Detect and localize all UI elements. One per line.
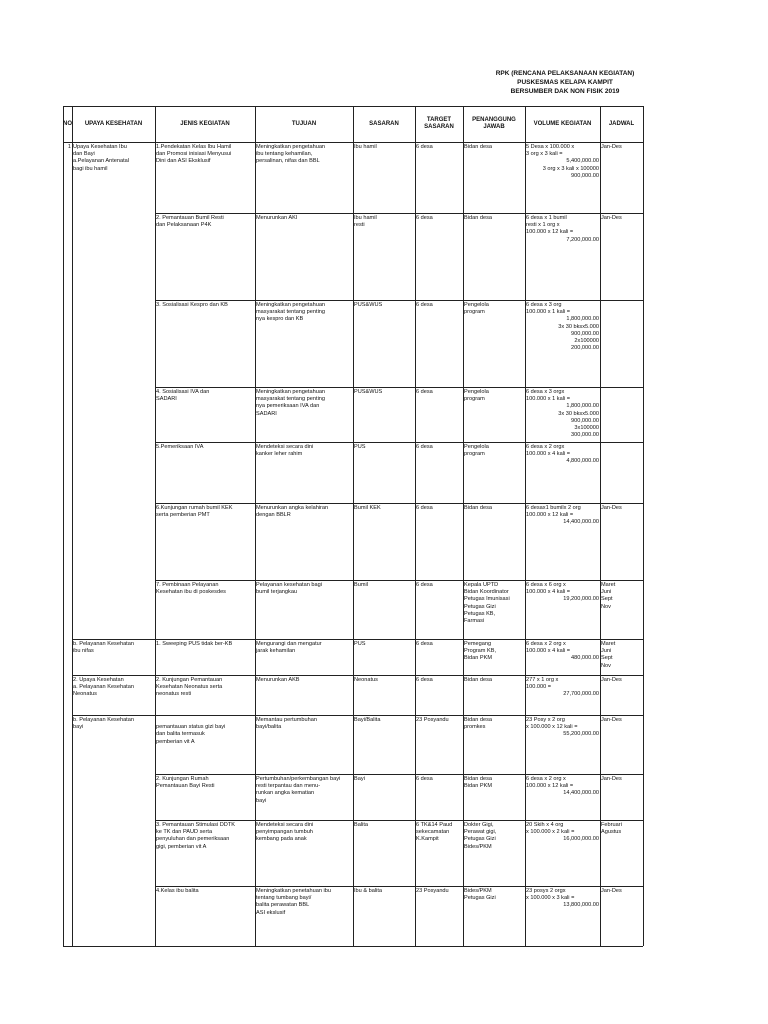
cell-row-number [64, 215, 71, 299]
cell-tujuan: Meningkatkan penetahuan ibu tentang tumbang bayi/ balita perawatan BBL ASI ekslusif [256, 888, 331, 916]
cell-jenis-kegiatan: 3. Pemantauan Stimulasi DDTK ke TK dan PAUD serta penyuluhan dan pemeriksaan gigi, pemberian vit A [156, 822, 235, 850]
cell-target-sasaran: 6 desa [416, 144, 433, 150]
title-line-2: PUSKESMAS KELAPA KAMPIT [517, 79, 613, 86]
cell-row-number [64, 302, 71, 386]
cell-upaya-kesehatan [73, 776, 154, 819]
title-line-1: RPK (RENCANA PELAKSANAAN KEGIATAN) [495, 70, 635, 77]
cell-upaya-kesehatan: 2. Upaya Kesehatan a. Pelayanan Kesehatan Neonatus [73, 677, 134, 698]
table-row-line [155, 503, 643, 504]
volume-amount: 19,200,000.00 [563, 596, 599, 603]
cell-volume-kegiatan [526, 389, 599, 441]
cell-upaya-kesehatan [73, 302, 154, 386]
cell-target-sasaran: 6 desa [416, 505, 433, 511]
cell-sasaran: Bayi [354, 776, 365, 782]
table-row-line [155, 387, 643, 388]
cell-jadwal: Jan-Des [601, 888, 622, 894]
cell-volume-kegiatan [526, 302, 599, 386]
cell-upaya-kesehatan: b. Pelayanan Kesehatan ibu nifas [73, 641, 134, 655]
volume-amount: 1,800,000.00 3x 30 bksx5.000 900,000.00 2x100000 200,000.00 [558, 316, 599, 352]
cell-row-number [64, 888, 71, 945]
cell-row-number [64, 641, 71, 674]
cell-penanggung-jawab: Dokter Gigi, Perawat gigi, Petugas Gizi Bides/PKM [464, 822, 497, 850]
cell-penanggung-jawab: Bidan desa Bidan PKM [464, 776, 492, 790]
cell-sasaran: PUS [354, 444, 366, 450]
cell-penanggung-jawab: Bides/PKM Petugas Gizi [464, 888, 496, 902]
column-header-jadwal: JADWAL [608, 120, 635, 127]
column-header-tujuan: TUJUAN [291, 120, 317, 127]
cell-penanggung-jawab: Pemegang Program KB, Bidan PKM [464, 641, 497, 662]
volume-amount: 27,700,000.00 [563, 691, 599, 698]
cell-jenis-kegiatan: pemantauan status gizi bayi dan balita termasuk pemberian vit A [156, 724, 226, 745]
cell-jadwal: Maret Juni Sept Nov [601, 641, 616, 669]
cell-sasaran: Bayi/Balita [354, 717, 381, 723]
cell-target-sasaran: 6 desa [416, 641, 433, 647]
volume-formula: 20 Skih x 4 org x 100.000 x 2 kali = [526, 822, 575, 836]
cell-tujuan: Menurunkan AKB [256, 677, 300, 683]
cell-tujuan: Meningkatkan pengetahuan ibu tentang kehamilan, persalinan, nifas dan BBL [256, 144, 326, 165]
cell-volume-kegiatan [526, 888, 599, 945]
cell-volume-kegiatan [526, 582, 599, 638]
cell-jenis-kegiatan: 1.Pendekatan Kelas Ibu Hamil dan Promosi inisiasi Menyusui Dini dan ASI Eksklusif [156, 144, 232, 165]
cell-jenis-kegiatan: 6.Kunjungan rumah bumil KEK serta pemberian PMT [156, 505, 233, 519]
cell-volume-kegiatan [526, 822, 599, 885]
cell-jenis-kegiatan: 2. Kunjungan Pemantauan Kesehatan Neonatus serta neonatus resti [156, 677, 223, 698]
table-row-line [155, 300, 643, 301]
cell-row-number [64, 822, 71, 885]
cell-volume-kegiatan [526, 215, 599, 299]
volume-amount: 480,000.00 [571, 655, 599, 662]
cell-target-sasaran: 6 desa [416, 389, 433, 395]
cell-penanggung-jawab: Bidan desa promkes [464, 717, 492, 731]
cell-sasaran: Ibu hamil [354, 144, 377, 150]
cell-volume-kegiatan [526, 776, 599, 819]
cell-penanggung-jawab: Bidan desa [464, 144, 492, 150]
volume-amount: 13,800,000.00 [563, 902, 599, 909]
table-row-line [63, 142, 643, 143]
cell-jadwal: Jan-Des [601, 776, 622, 782]
cell-penanggung-jawab: Pengelola program [464, 302, 489, 316]
volume-formula: 23 posys 2 orgx x 100.000 x 3 kali = [526, 888, 575, 902]
cell-target-sasaran: 6 desa [416, 444, 433, 450]
volume-formula: 6 desa x 1 bumil resti x 1 org x 100.000 x 12 kali = [526, 215, 574, 236]
cell-row-number [64, 444, 71, 502]
cell-jadwal [601, 302, 642, 386]
cell-target-sasaran: 6 TK&14 Paud sekecamatan K.Kampit [416, 822, 453, 843]
table-row-line [155, 886, 643, 887]
cell-row-number [64, 776, 71, 819]
cell-volume-kegiatan [526, 505, 599, 579]
cell-jadwal: Maret Juni Sept Nov [601, 582, 616, 610]
cell-upaya-kesehatan: b. Pelayanan Kesehatan bayi [73, 717, 134, 731]
cell-tujuan: Mendeteksi secara dini kanker leher rahim [256, 444, 314, 458]
cell-upaya-kesehatan [73, 444, 154, 502]
volume-formula: 6 desa x 2 orgx 100.000 x 4 kali = [526, 444, 571, 458]
volume-amount: 14,400,000.00 [563, 519, 599, 526]
cell-row-number [64, 505, 71, 579]
cell-tujuan: Pelayanan kesehatan bagi bumil terjangkau [256, 582, 322, 596]
cell-tujuan: Meningkatkan pengetahuan masyarakat tentang penting nya kespro dan KB [256, 302, 326, 323]
cell-sasaran: Ibu hamil resti [354, 215, 377, 229]
cell-upaya-kesehatan [73, 389, 154, 441]
cell-sasaran: Balita [354, 822, 368, 828]
cell-jadwal: Jan-Des [601, 505, 622, 511]
cell-penanggung-jawab: Pengelola program [464, 444, 489, 458]
cell-penanggung-jawab: Bidan desa [464, 677, 492, 683]
cell-upaya-kesehatan [73, 822, 154, 885]
cell-sasaran: Bumil [354, 582, 368, 588]
cell-jadwal [601, 389, 642, 441]
cell-row-number [64, 389, 71, 441]
volume-formula: 6 desa x 2 org x 100.000 x 4 kali = [526, 641, 571, 655]
table-column-line [643, 106, 644, 946]
cell-target-sasaran: 6 desa [416, 776, 433, 782]
table-row-line [63, 946, 643, 947]
rpk-table [63, 106, 643, 946]
cell-upaya-kesehatan [73, 582, 154, 638]
cell-row-number [64, 677, 71, 714]
cell-tujuan: Meningkatkan pengetahuan masyarakat tentang penting nya pemeriksaan IVA dan SADARI [256, 389, 326, 417]
volume-formula: 5 Desa x 100.000 x 3 org x 3 kali = [526, 144, 575, 158]
cell-tujuan: Menurunkan angka kelahiran dengan BBLR [256, 505, 329, 519]
volume-amount: 1,800,000.00 3x 30 bksx5.000 900,000.00 3x100000 300,000.00 [558, 403, 599, 439]
volume-amount: 7,200,000.00 [566, 236, 599, 243]
report-title [380, 69, 750, 96]
table-row-line [155, 774, 643, 775]
cell-sasaran: PUS&WUS [354, 389, 383, 395]
volume-formula: 23 Posy x 2 org x 100.000 x 12 kali = [526, 717, 578, 731]
cell-jadwal: Jan-Des [601, 677, 622, 683]
cell-sasaran: PUS [354, 641, 366, 647]
column-header-volume-kegiatan: VOLUME KEGIATAN [533, 120, 592, 127]
cell-penanggung-jawab: Pengelola program [464, 389, 489, 403]
cell-jenis-kegiatan: 1. Sweeping PUS tidak ber-KB [156, 641, 233, 647]
cell-target-sasaran: 6 desa [416, 677, 433, 683]
cell-upaya-kesehatan [73, 215, 154, 299]
cell-upaya-kesehatan [73, 888, 154, 945]
volume-amount: 4,800,000.00 [566, 458, 599, 465]
cell-volume-kegiatan [526, 444, 599, 502]
title-line-3: BERSUMBER DAK NON FISIK 2019 [510, 88, 620, 95]
cell-volume-kegiatan [526, 144, 599, 212]
table-row-line [72, 639, 643, 640]
cell-target-sasaran: 6 desa [416, 215, 433, 221]
volume-formula: 6 desa x 3 orgx 100.000 x 1 kali = [526, 389, 571, 403]
cell-jenis-kegiatan: 4.Kelas ibu balita [156, 888, 199, 894]
volume-amount: 55,200,000.00 [563, 731, 599, 738]
column-header-sasaran: SASARAN [369, 120, 399, 127]
cell-tujuan: Mengurangi dan mengatur jarak kehamilan [256, 641, 322, 655]
cell-sasaran: PUS&WUS [354, 302, 383, 308]
cell-target-sasaran: 6 desa [416, 582, 433, 588]
cell-sasaran: Bumil KEK [354, 505, 381, 511]
volume-formula: 277 x 1 org x 100.000 = [526, 677, 559, 691]
cell-volume-kegiatan [526, 717, 599, 773]
cell-target-sasaran: 23 Posyandu [416, 888, 449, 894]
cell-jadwal: Jan-Des [601, 215, 622, 221]
column-header-target-sasaran: TARGET SASARAN [424, 117, 454, 130]
cell-jadwal: Jan-Des [601, 717, 622, 723]
cell-upaya-kesehatan [73, 505, 154, 579]
cell-jadwal: Jan-Des [601, 144, 622, 150]
cell-penanggung-jawab: Kepala UPTD Bidan Koordinator Petugas Imunisasi Petugas Gizi Petugas KB, Farmasi [464, 582, 510, 625]
volume-formula: 6 desa x 6 org x 100.000 x 4 kali = [526, 582, 571, 596]
cell-target-sasaran: 23 Posyandu [416, 717, 449, 723]
table-row-line [155, 442, 643, 443]
cell-jenis-kegiatan: 7. Pembinaan Pelayanan Kesehatan ibu di poskesdes [156, 582, 226, 596]
cell-jenis-kegiatan: 4. Sosialisasi IVA dan SADARI [156, 389, 210, 403]
volume-amount: 16,000,000.00 [563, 836, 599, 843]
cell-tujuan: Memantau pertumbuhan bayi/balita [256, 717, 317, 731]
cell-tujuan: Mendeteksi secara dini penyimpangan tumbuh kembang pada anak [256, 822, 314, 843]
cell-row-number [64, 582, 71, 638]
volume-amount: 5,400,000.00 3 org x 3 kali x 100000 900,000.00 [542, 158, 599, 179]
table-row-line [155, 580, 643, 581]
cell-volume-kegiatan [526, 641, 599, 674]
volume-formula: 6 desa x 2 org x 100.000 x 12 kali = [526, 776, 574, 790]
cell-jenis-kegiatan: 2. Pemantauan Bumil Resti dan Pelaksanaan P4K [156, 215, 224, 229]
cell-sasaran: Ibu & balita [354, 888, 382, 894]
volume-formula: 6 desax1 bumilx 2 org 100.000 x 12 kali = [526, 505, 581, 519]
table-row-line [155, 213, 643, 214]
table-row-line [72, 715, 643, 716]
cell-jadwal [601, 444, 642, 502]
column-header-row-number: NO [63, 120, 72, 127]
cell-volume-kegiatan [526, 677, 599, 714]
cell-row-number: 1 [67, 144, 71, 150]
cell-upaya-kesehatan: Upaya Kesehatan Ibu dan Bayi a.Pelayanan Antenatal bagi ibu hamil [73, 144, 129, 172]
table-row-line [155, 820, 643, 821]
cell-target-sasaran: 6 desa [416, 302, 433, 308]
column-header-jenis-kegiatan: JENIS KEGIATAN [180, 120, 230, 127]
cell-jenis-kegiatan: 3. Sosialisasi Kespro dan KB [156, 302, 228, 308]
cell-jadwal: Februari Agustus [601, 822, 622, 836]
cell-tujuan: Pertumbuhan/perkembangan bayi resti terpantau dan menu- runkan angka kematian bayi [256, 776, 341, 804]
cell-penanggung-jawab: Bidan desa [464, 215, 492, 221]
volume-amount: 14,400,000.00 [563, 790, 599, 797]
cell-penanggung-jawab: Bidan desa [464, 505, 492, 511]
cell-tujuan: Menurunkan AKI [256, 215, 298, 221]
column-header-penanggung-jawab: PENANGGUNG JAWAB [472, 117, 516, 130]
cell-jenis-kegiatan: 2. Kunjungan Rumah Pemantauan Bayi Resti [156, 776, 215, 790]
volume-formula: 6 desa x 3 org 100.000 x 1 kali = [526, 302, 571, 316]
column-header-upaya-kesehatan: UPAYA KESEHATAN [84, 120, 143, 127]
cell-row-number [64, 717, 71, 773]
cell-jenis-kegiatan: 5.Pemeriksaan IVA [156, 444, 204, 450]
cell-sasaran: Neonatus [354, 677, 378, 683]
table-row-line [72, 675, 643, 676]
